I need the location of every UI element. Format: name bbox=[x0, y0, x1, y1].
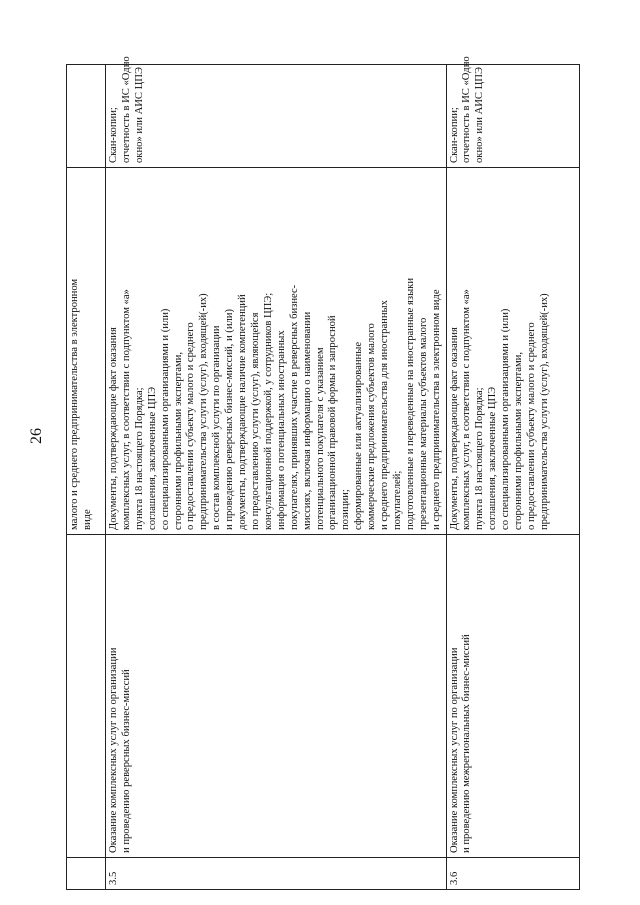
text-line: о предоставлении субъекту малого и среднего bbox=[526, 322, 537, 530]
text-line: в состав комплексной услуги по организации bbox=[211, 325, 223, 530]
text-line: и проведению межрегиональных бизнес-миссий bbox=[461, 634, 473, 853]
text-line: окно» или АИС ЦПЭ bbox=[133, 67, 145, 163]
text-line: о предоставлении субъекту малого и среднего bbox=[185, 322, 197, 530]
text-line: и среднего предпринимательства в электронном виде bbox=[430, 289, 442, 530]
text-line: малого и среднего предпринимательства в электронном bbox=[69, 278, 80, 530]
text-line: Оказание комплексных услуг по организации bbox=[448, 647, 460, 853]
cell-form bbox=[446, 56, 579, 168]
text-line: Документы, подтверждающие факт оказания bbox=[448, 327, 460, 530]
text-line: со специализированными организациями и (или) bbox=[159, 308, 171, 530]
text-line: по предоставлению услуги (услуг), являющейся bbox=[249, 312, 261, 530]
text-line: Оказание комплексных услуг по организации bbox=[108, 647, 119, 853]
text-line: со специализированными организациями и (или) bbox=[500, 308, 512, 530]
cell-number bbox=[67, 858, 106, 890]
cell-form bbox=[106, 56, 447, 168]
text-line: потенциального покупателя с указанием bbox=[314, 347, 326, 530]
text-line: презентационные материалы субъектов малого bbox=[417, 317, 429, 530]
text-line: документы, подтверждающие наличие компетенций bbox=[237, 294, 249, 530]
text-line: Скан-копии; bbox=[108, 107, 119, 163]
text-line: сформированные или актуализированные bbox=[353, 341, 365, 530]
text-line: миссиях, включая информацию о наименовании bbox=[301, 311, 313, 530]
text-line: Документы, подтверждающие факт оказания bbox=[108, 327, 119, 530]
text-line: предпринимательства услуги (услуг), входящей(-их) bbox=[198, 293, 210, 530]
table-row-3-5 bbox=[106, 65, 447, 890]
text-line: покупателей; bbox=[391, 470, 403, 530]
cell-form bbox=[67, 65, 106, 168]
text-line: окно» или АИС ЦПЭ bbox=[474, 67, 486, 163]
cell-number: 3.6 bbox=[446, 858, 579, 890]
text-line: пункта 18 настоящего Порядка; bbox=[133, 387, 145, 530]
cell-documents bbox=[67, 168, 106, 535]
text-line: виде bbox=[81, 509, 93, 530]
cell-number: 3.5 bbox=[106, 858, 447, 890]
page-number: 26 bbox=[28, 428, 45, 444]
text-line: позиции; bbox=[340, 489, 352, 530]
text-line: подготовленные и переведенные на иностранные языки bbox=[404, 278, 416, 530]
text-line: комплексных услуг, в соответствии с подпунктом «а» bbox=[461, 289, 473, 530]
text-line: и среднего предпринимательства для иностранных bbox=[379, 300, 391, 530]
cell-name bbox=[446, 535, 579, 858]
text-line: и проведению реверсных бизнес-миссий bbox=[120, 669, 132, 853]
text-line: отчетность в ИС «Одно bbox=[461, 56, 473, 163]
cell-documents bbox=[446, 168, 579, 535]
text-line: коммерческие предложения субъектов малого bbox=[366, 323, 378, 530]
text-line: сторонними профильными экспертами, bbox=[513, 352, 525, 530]
cell-name bbox=[106, 535, 447, 858]
document-table bbox=[66, 56, 580, 890]
text-line: информация о потенциальных иностранных bbox=[275, 330, 287, 530]
rotated-table-sheet bbox=[66, 56, 572, 890]
text-line: и проведению реверсных бизнес-миссий, и (или) bbox=[224, 309, 236, 530]
text-line: Скан-копии; bbox=[448, 107, 460, 163]
text-line: организационной правовой формы и запросной bbox=[327, 315, 339, 530]
text-line: пункта 18 настоящего Порядка; bbox=[474, 387, 486, 530]
cell-documents bbox=[106, 168, 447, 535]
text-line: консультационной поддержкой, у сотрудников ЦПЭ; bbox=[262, 292, 274, 530]
text-line: покупателях, принявших участие в реверсных бизнес- bbox=[288, 284, 300, 530]
table-row-continuation bbox=[67, 65, 106, 890]
cell-name bbox=[67, 535, 106, 858]
text-line: соглашения, заключенные ЦПЭ bbox=[487, 386, 499, 530]
text-line: комплексных услуг, в соответствии с подпунктом «а» bbox=[120, 289, 132, 530]
text-line: сторонними профильными экспертами, bbox=[172, 352, 184, 530]
text-line: соглашения, заключенные ЦПЭ bbox=[146, 386, 158, 530]
text-line: отчетность в ИС «Одно bbox=[120, 56, 132, 163]
text-line: предпринимательства услуги (услуг), входящей(-их) bbox=[538, 293, 550, 530]
table-row-3-6 bbox=[446, 65, 579, 890]
